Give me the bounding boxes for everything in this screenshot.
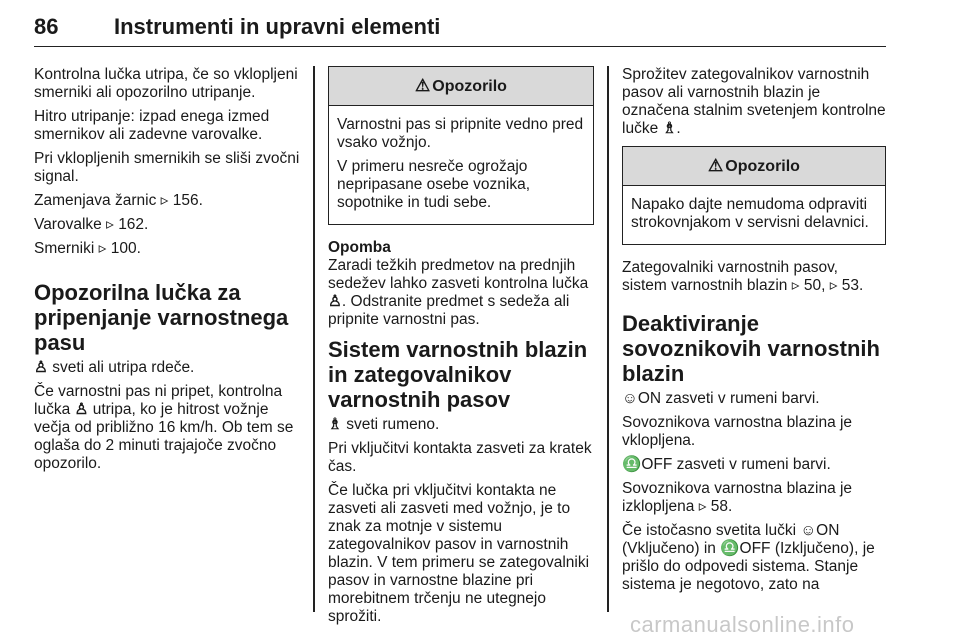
- paragraph: [622, 456, 886, 474]
- warning-title-bar: [329, 67, 593, 106]
- column-divider: [607, 66, 609, 612]
- paragraph-text: Sprožitev zategovalnikov varnostnih pasov ali varnostnih blazin je označena stalnim svetenjem kontrolne lučke: [622, 66, 886, 137]
- note-title: Opomba: [328, 239, 391, 256]
- ref-text: Varovalke: [34, 216, 102, 233]
- ref-arrow-icon: ▹: [698, 498, 707, 515]
- paragraph-text: Zaradi težkih predmetov na prednjih sedežev lahko zasveti kontrolna lučka: [328, 257, 589, 292]
- page-number: 86: [34, 14, 59, 39]
- paragraph-text: Zategovalniki varnostnih pasov, sistem varnostnih blazin: [622, 259, 838, 294]
- paragraph: [622, 66, 886, 138]
- paragraph-text: utripa, ko je hitrost vožnje večja od približno 16 km/h. Ob tem se oglaša do 2 minuti trajajoče zvočno opozorilo.: [34, 401, 294, 472]
- ref-text: Zamenjava žarnic: [34, 192, 157, 209]
- paragraph: Hitro utripanje: izpad enega izmed smernikov ali zadevne varovalke.: [34, 108, 270, 143]
- paragraph-text: ON zasveti v rumeni barvi.: [637, 390, 820, 407]
- ref-page[interactable]: 53.: [841, 277, 864, 294]
- warning-triangle-icon: ⚠: [708, 156, 724, 175]
- paragraph: Kontrolna lučka utripa, če so vklopljeni smerniki ali opozorilno utripanje.: [34, 66, 298, 101]
- paragraph: Če lučka pri vključitvi kontakta ne zasveti ali zasveti med vožnjo, je to znak za motnje v sistemu zategovalnikov pasov in varnostnih blazin. V tem primeru se zategovalniki pasov in varnostne blazine pri morebitnem trčenju ne utegnejo sprožiti.: [328, 482, 590, 625]
- ref-page[interactable]: 162.: [118, 216, 149, 233]
- page-header: [34, 12, 886, 47]
- paragraph-text: OFF (Izključeno), je prišlo do odpovedi sistema. Stanje sistema je negotovo, zato na: [622, 540, 875, 593]
- paragraph: [328, 416, 594, 434]
- cross-reference: [34, 216, 302, 234]
- ref-page[interactable]: 50,: [803, 277, 826, 294]
- seatbelt-icon: ♙: [328, 293, 342, 310]
- airbag-on-icon: ☺: [800, 522, 817, 539]
- column-2: [328, 66, 594, 632]
- paragraph: [622, 522, 886, 594]
- paragraph-text: Če varnostni pas ni pripet, kontrolna lučka: [34, 383, 283, 418]
- ref-page[interactable]: 156.: [172, 192, 203, 209]
- cross-reference: [34, 192, 302, 210]
- warning-title: Opozorilo: [432, 78, 507, 95]
- ref-page[interactable]: 100.: [110, 240, 141, 257]
- warning-body: [329, 106, 593, 224]
- ref-arrow-icon: ▹: [791, 277, 800, 294]
- ref-text: Smerniki: [34, 240, 95, 257]
- paragraph-text: ON (Vključeno) in: [622, 522, 840, 557]
- warning-title-bar: [623, 147, 885, 186]
- warning-triangle-icon: ⚠: [415, 76, 431, 95]
- page-title: Instrumenti in upravni elementi: [114, 14, 441, 39]
- column-1: [34, 66, 302, 479]
- section-heading: Opozorilna lučka za pripenjanje varnostnega pasu: [34, 280, 289, 355]
- paragraph: Napako dajte nemudoma odpraviti strokovnjakom v servisni delavnici.: [631, 196, 869, 231]
- paragraph-text: Če istočasno svetita lučki: [622, 522, 797, 539]
- paragraph: [622, 480, 886, 516]
- paragraph: [34, 359, 302, 377]
- ref-arrow-icon: ▹: [98, 240, 107, 257]
- note-text: [328, 257, 594, 329]
- paragraph-text: sveti rumeno.: [346, 416, 440, 433]
- airbag-off-icon: ♎: [622, 456, 642, 473]
- paragraph: [622, 259, 886, 295]
- column-divider: [313, 66, 315, 612]
- airbag-on-icon: ☺: [622, 390, 638, 407]
- column-3: [622, 66, 886, 600]
- paragraph-text: sveti ali utripa rdeče.: [52, 359, 195, 376]
- airbag-icon: ♗: [328, 416, 342, 433]
- warning-title: Opozorilo: [725, 158, 800, 175]
- paragraph-text: .: [676, 120, 681, 137]
- warning-box: [328, 66, 594, 225]
- paragraph: Varnostni pas si pripnite vedno pred vsako vožnjo.: [337, 116, 584, 151]
- ref-arrow-icon: ▹: [829, 277, 838, 294]
- warning-box: [622, 146, 886, 245]
- paragraph-text: OFF zasveti v rumeni barvi.: [641, 456, 831, 473]
- ref-page[interactable]: 58.: [710, 498, 733, 515]
- paragraph: Sovoznikova varnostna blazina je vklopljena.: [622, 414, 853, 449]
- section-heading: Sistem varnostnih blazin in zategovalnikov varnostnih pasov: [328, 337, 588, 412]
- paragraph: Pri vklopljenih smernikih se sliši zvočni signal.: [34, 150, 300, 185]
- paragraph-text: Sovoznikova varnostna blazina je izklopljena: [622, 480, 853, 515]
- airbag-icon: ♗: [662, 120, 677, 137]
- seatbelt-icon: ♙: [34, 359, 48, 376]
- paragraph: V primeru nesreče ogrožajo nepripasane osebe voznika, sopotnike in tudi sebe.: [337, 158, 531, 211]
- airbag-off-icon: ♎: [720, 540, 740, 557]
- warning-body: [623, 186, 885, 244]
- ref-arrow-icon: ▹: [160, 192, 169, 209]
- paragraph-text: . Odstranite predmet s sedeža ali pripnite varnostni pas.: [328, 293, 570, 328]
- paragraph: Pri vključitvi kontakta zasveti za kratek čas.: [328, 440, 592, 475]
- paragraph: [34, 383, 302, 473]
- seatbelt-icon: ♙: [74, 401, 89, 418]
- ref-arrow-icon: ▹: [106, 216, 114, 233]
- paragraph: [622, 390, 886, 408]
- cross-reference: [34, 240, 302, 258]
- section-heading: Deaktiviranje sovoznikovih varnostnih blazin: [622, 311, 880, 386]
- watermark: carmanualsonline.info: [630, 612, 855, 637]
